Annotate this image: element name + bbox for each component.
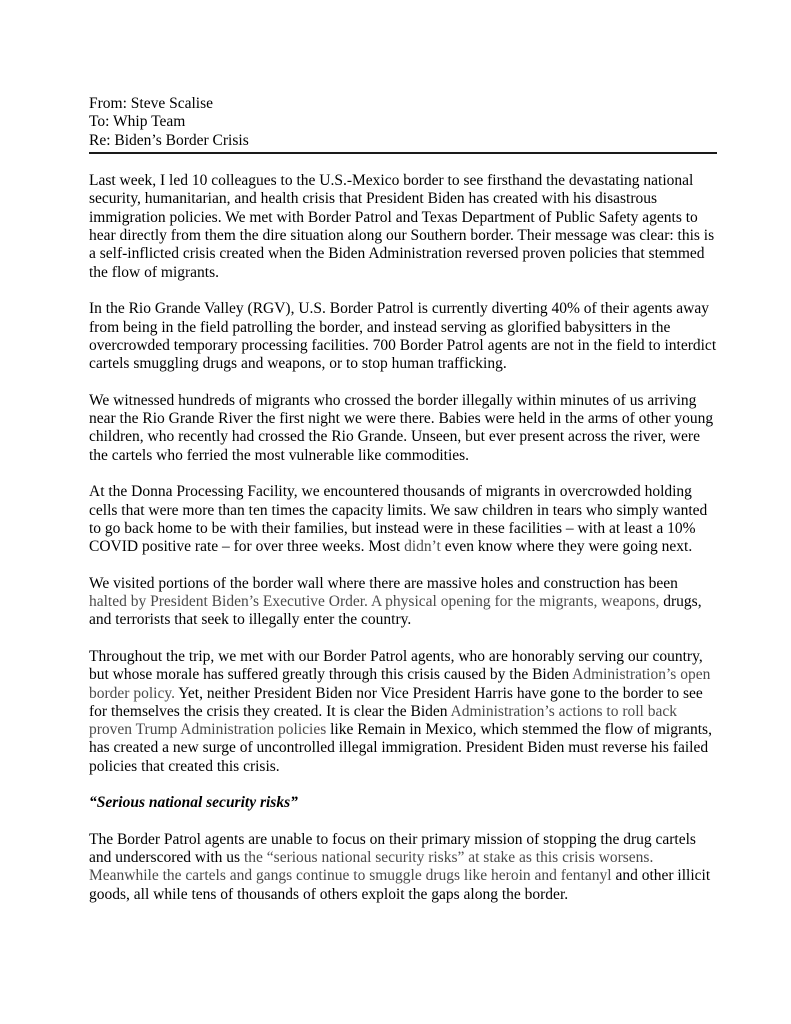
text-run-muted: Administration’s actions to roll back proven Trump Administration policies xyxy=(89,702,677,739)
text-run: We witnessed hundreds of migrants who crossed the border illegally within minutes of us arriving near the Rio Grande River the first night we were there. Babies were held in the arms of other young children, who recently had crossed the Rio Grande. Unseen, but ever present across the river, were the cartels who ferried the most vulnerable like commodities. xyxy=(89,391,714,464)
text-run-muted: didn’t xyxy=(404,538,441,556)
memo-to-line: To: Whip Team xyxy=(89,113,186,131)
paragraph xyxy=(89,575,717,630)
paragraph xyxy=(89,392,717,465)
memo-from-line: From: Steve Scalise xyxy=(89,95,213,112)
text-run: In the Rio Grande Valley (RGV), U.S. Border Patrol is currently diverting 40% of their agents away from being in the field patrolling the border, and instead serving as glorified babysitters in the overcrowded temporary processing facilities. 700 Border Patrol agents are not in the field to interdict cartels smuggling drugs and weapons, or to stop human trafficking. xyxy=(89,300,717,373)
memo-content xyxy=(89,95,717,904)
text-run: drugs, and terrorists that seek to illegally enter the country. xyxy=(89,593,702,629)
memo-header xyxy=(89,95,717,150)
text-run: Yet, neither President Biden nor Vice President Harris have gone to the border to see for themselves the crisis they created. It is clear the Biden xyxy=(89,684,703,720)
text-run: like Remain in Mexico, which stemmed the flow of migrants, has created a new surge of uncontrolled illegal immigration. President Biden must reverse his failed policies that created this crisis. xyxy=(89,721,712,775)
memo-body xyxy=(89,172,717,904)
text-run: The Border Patrol agents are unable to focus on their primary mission of stopping the drug cartels and underscored with us xyxy=(89,830,696,867)
paragraph xyxy=(89,831,717,904)
text-run-muted: the “serious national security risks” at stake as this crisis worsens. Meanwhile the cartels and gangs continue to smuggle drugs like heroin and fentanyl xyxy=(89,849,654,885)
paragraph xyxy=(89,648,717,776)
section-heading xyxy=(89,794,717,812)
text-run-muted: halted by President Biden’s Executive Order. A physical opening for the migrants, weapons, xyxy=(89,593,664,611)
text-run-muted: Administration’s open border policy. xyxy=(89,666,711,702)
text-run: We visited portions of the border wall where there are massive holes and construction has been xyxy=(89,574,678,592)
text-run: “Serious national security risks” xyxy=(89,794,298,812)
paragraph xyxy=(89,483,717,556)
text-run: Last week, I led 10 colleagues to the U.S.-Mexico border to see firsthand the devastating national security, humanitarian, and health crisis that President Biden has created with his disastrous immigration policies. We met with Border Patrol and Texas Department of Public Safety agents to hear directly from them the dire situation along our Southern border. Their message was clear: this is a self-inflicted crisis created when the Biden Administration reversed proven policies that stemmed the flow of migrants. xyxy=(89,172,715,281)
paragraph xyxy=(89,172,717,282)
text-run: Throughout the trip, we met with our Border Patrol agents, who are honorably serving our country, but whose morale has suffered greatly through this crisis caused by the Biden xyxy=(89,647,703,684)
text-run: and other illicit goods, all while tens of thousands of others exploit the gaps along the border. xyxy=(89,867,711,903)
header-divider xyxy=(89,152,717,154)
memo-re-line: Re: Biden’s Border Crisis xyxy=(89,131,249,149)
paragraph xyxy=(89,300,717,373)
text-run: even know where they were going next. xyxy=(440,538,693,556)
text-run: At the Donna Processing Facility, we encountered thousands of migrants in overcrowded holding cells that were more than ten times the capacity limits. We saw children in tears who simply wanted to go back home to be with their families, but instead were in these facilities – with at least a 10% COVID positive rate – for over three weeks. Most xyxy=(89,483,708,556)
